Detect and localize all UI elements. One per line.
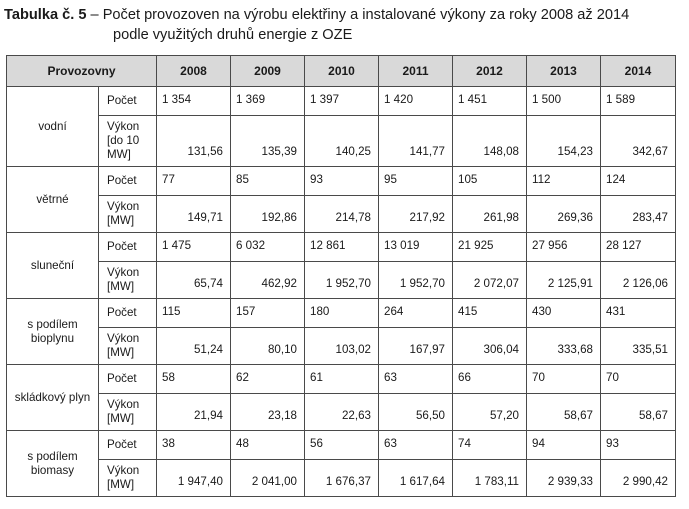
count-cell: 431 [601, 299, 676, 328]
table-row [7, 116, 676, 167]
count-cell: 180 [305, 299, 379, 328]
power-cell: 80,10 [231, 328, 305, 365]
count-cell: 1 354 [157, 87, 231, 116]
power-cell: 2 125,91 [527, 262, 601, 299]
count-cell: 38 [157, 431, 231, 460]
power-cell: 217,92 [379, 196, 453, 233]
count-cell: 63 [379, 431, 453, 460]
count-cell: 12 861 [305, 233, 379, 262]
power-cell: 140,25 [305, 116, 379, 167]
power-cell: 22,63 [305, 394, 379, 431]
group-label: větrné [7, 167, 99, 233]
power-cell: 58,67 [527, 394, 601, 431]
count-cell: 1 500 [527, 87, 601, 116]
count-cell: 6 032 [231, 233, 305, 262]
count-cell: 27 956 [527, 233, 601, 262]
power-cell: 283,47 [601, 196, 676, 233]
group-label: s podílem bioplynu [7, 299, 99, 365]
group-label: vodní [7, 87, 99, 167]
power-label: Výkon [MW] [99, 328, 157, 365]
power-cell: 462,92 [231, 262, 305, 299]
power-cell: 1 783,11 [453, 460, 527, 497]
count-label: Počet [99, 233, 157, 262]
table-row [7, 431, 676, 460]
caption-line-2: podle využitých druhů energie z OZE [113, 27, 353, 43]
power-cell: 335,51 [601, 328, 676, 365]
power-cell: 148,08 [453, 116, 527, 167]
count-cell: 1 451 [453, 87, 527, 116]
power-cell: 1 952,70 [305, 262, 379, 299]
count-cell: 1 369 [231, 87, 305, 116]
count-cell: 61 [305, 365, 379, 394]
power-cell: 1 676,37 [305, 460, 379, 497]
power-cell: 2 041,00 [231, 460, 305, 497]
power-label: Výkon [MW] [99, 394, 157, 431]
count-cell: 430 [527, 299, 601, 328]
power-cell: 2 990,42 [601, 460, 676, 497]
count-cell: 1 420 [379, 87, 453, 116]
power-label: Výkon [MW] [99, 262, 157, 299]
power-cell: 1 947,40 [157, 460, 231, 497]
count-cell: 70 [527, 365, 601, 394]
power-cell: 214,78 [305, 196, 379, 233]
header-year: 2009 [231, 56, 305, 87]
count-cell: 112 [527, 167, 601, 196]
count-cell: 28 127 [601, 233, 676, 262]
header-provozovny: Provozovny [7, 56, 157, 87]
count-label: Počet [99, 299, 157, 328]
count-cell: 264 [379, 299, 453, 328]
count-cell: 77 [157, 167, 231, 196]
power-cell: 2 072,07 [453, 262, 527, 299]
count-cell: 70 [601, 365, 676, 394]
count-cell: 85 [231, 167, 305, 196]
caption-label: Tabulka č. 5 [4, 7, 87, 23]
count-label: Počet [99, 365, 157, 394]
energy-table [6, 55, 676, 497]
count-cell: 1 475 [157, 233, 231, 262]
count-cell: 93 [601, 431, 676, 460]
power-cell: 1 952,70 [379, 262, 453, 299]
group-label: sluneční [7, 233, 99, 299]
caption-text: – Počet provozoven na výrobu elektřiny a instalované výkony za roky 2008 až 2014 [86, 7, 630, 23]
header-year: 2014 [601, 56, 676, 87]
power-cell: 103,02 [305, 328, 379, 365]
count-cell: 105 [453, 167, 527, 196]
power-cell: 1 617,64 [379, 460, 453, 497]
power-cell: 154,23 [527, 116, 601, 167]
count-cell: 115 [157, 299, 231, 328]
count-cell: 74 [453, 431, 527, 460]
count-cell: 58 [157, 365, 231, 394]
count-cell: 1 589 [601, 87, 676, 116]
header-year: 2011 [379, 56, 453, 87]
header-year: 2008 [157, 56, 231, 87]
count-cell: 94 [527, 431, 601, 460]
power-cell: 306,04 [453, 328, 527, 365]
table-row [7, 299, 676, 328]
power-label: Výkon [MW] [99, 460, 157, 497]
power-label: Výkon [do 10 MW] [99, 116, 157, 167]
count-cell: 56 [305, 431, 379, 460]
count-cell: 66 [453, 365, 527, 394]
power-cell: 269,36 [527, 196, 601, 233]
power-cell: 58,67 [601, 394, 676, 431]
count-cell: 124 [601, 167, 676, 196]
count-cell: 48 [231, 431, 305, 460]
count-cell: 13 019 [379, 233, 453, 262]
power-cell: 56,50 [379, 394, 453, 431]
header-year: 2010 [305, 56, 379, 87]
table-row [7, 394, 676, 431]
power-cell: 2 126,06 [601, 262, 676, 299]
power-cell: 149,71 [157, 196, 231, 233]
power-label: Výkon [MW] [99, 196, 157, 233]
power-cell: 261,98 [453, 196, 527, 233]
power-cell: 2 939,33 [527, 460, 601, 497]
count-cell: 157 [231, 299, 305, 328]
count-cell: 63 [379, 365, 453, 394]
count-cell: 1 397 [305, 87, 379, 116]
power-cell: 167,97 [379, 328, 453, 365]
power-cell: 57,20 [453, 394, 527, 431]
power-cell: 342,67 [601, 116, 676, 167]
table-row [7, 460, 676, 497]
table-row [7, 328, 676, 365]
count-label: Počet [99, 87, 157, 116]
table-row [7, 87, 676, 116]
power-cell: 333,68 [527, 328, 601, 365]
header-year: 2013 [527, 56, 601, 87]
power-cell: 21,94 [157, 394, 231, 431]
count-cell: 93 [305, 167, 379, 196]
header-row [7, 56, 676, 87]
table-row [7, 365, 676, 394]
power-cell: 51,24 [157, 328, 231, 365]
count-cell: 62 [231, 365, 305, 394]
header-year: 2012 [453, 56, 527, 87]
group-label: s podílem biomasy [7, 431, 99, 497]
power-cell: 135,39 [231, 116, 305, 167]
caption-line-1 [4, 5, 684, 25]
count-label: Počet [99, 431, 157, 460]
table-caption [4, 5, 684, 45]
power-cell: 23,18 [231, 394, 305, 431]
count-cell: 95 [379, 167, 453, 196]
table-row [7, 233, 676, 262]
count-cell: 21 925 [453, 233, 527, 262]
group-label: skládkový plyn [7, 365, 99, 431]
table-row [7, 196, 676, 233]
power-cell: 192,86 [231, 196, 305, 233]
table-row [7, 167, 676, 196]
power-cell: 141,77 [379, 116, 453, 167]
count-cell: 415 [453, 299, 527, 328]
count-label: Počet [99, 167, 157, 196]
power-cell: 65,74 [157, 262, 231, 299]
table-row [7, 262, 676, 299]
power-cell: 131,56 [157, 116, 231, 167]
